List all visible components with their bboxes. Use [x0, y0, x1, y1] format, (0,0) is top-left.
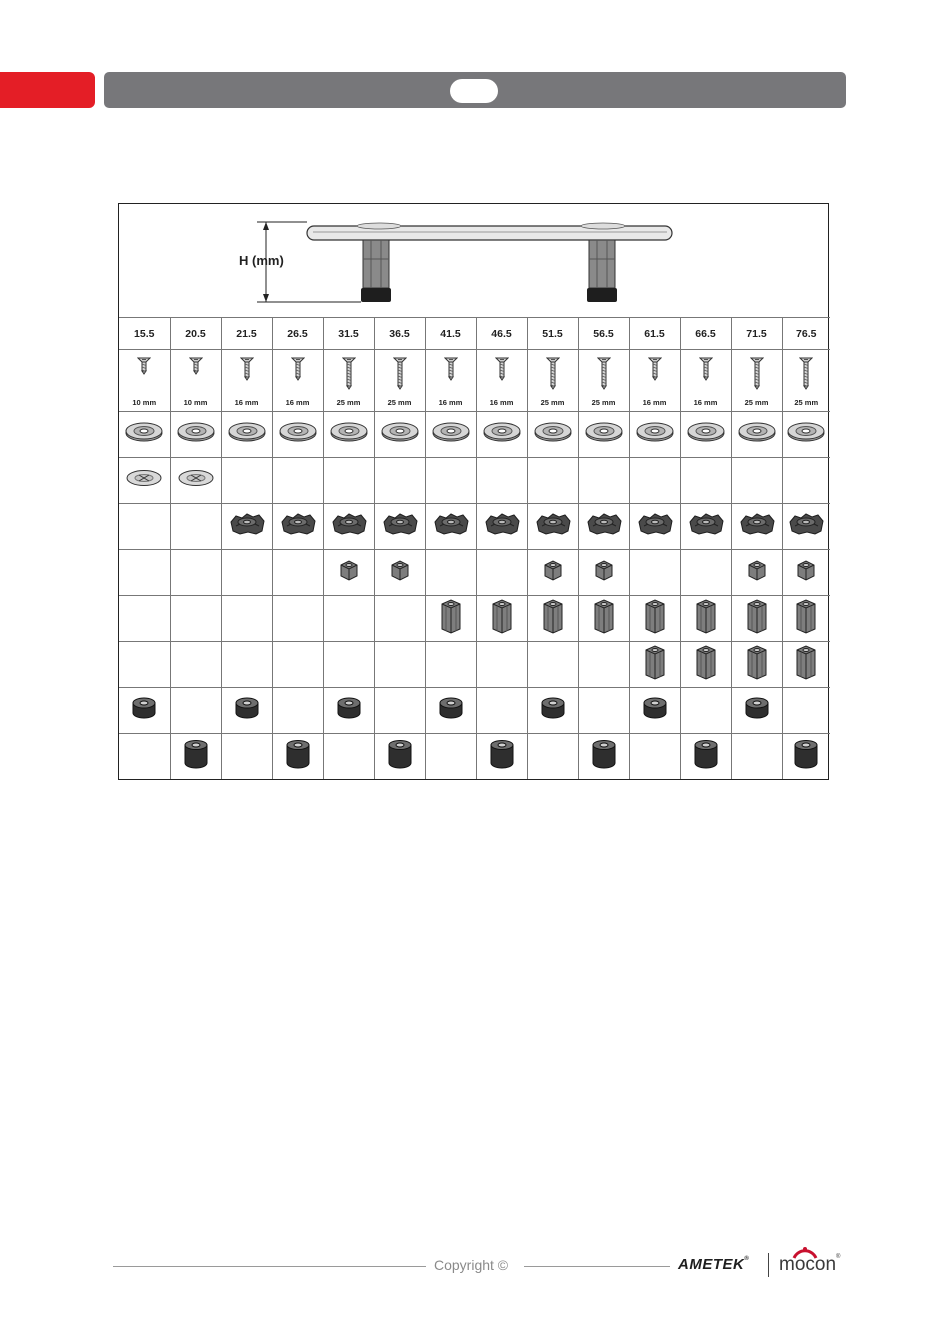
part-cell [782, 504, 830, 550]
part-cell [272, 596, 323, 642]
spacer-long-a-icon [745, 598, 769, 634]
part-cell [680, 688, 731, 734]
part-cell [425, 642, 476, 688]
washer-large-icon [636, 421, 674, 443]
screw-cell [272, 350, 323, 412]
part-cell [476, 642, 527, 688]
clamp-foot-icon [585, 512, 623, 536]
part-cell [119, 504, 170, 550]
part-cell [323, 642, 374, 688]
washer-large-icon [177, 421, 215, 443]
part-cell [374, 550, 425, 596]
part-cell [272, 412, 323, 458]
washer-large-icon [585, 421, 623, 443]
part-cell [527, 504, 578, 550]
part-cell [680, 412, 731, 458]
part-cell [323, 596, 374, 642]
part-cell [680, 504, 731, 550]
spacer-short-row [119, 550, 830, 596]
part-cell [476, 734, 527, 780]
part-cell [578, 734, 629, 780]
height-value-cell: 61.5 [629, 318, 680, 350]
screw-cell [782, 350, 830, 412]
spacer-long-b-icon [643, 644, 667, 680]
part-cell [170, 688, 221, 734]
part-cell [629, 458, 680, 504]
bushing-tall-row [119, 734, 830, 780]
bushing-tall-icon [793, 739, 819, 769]
height-value-cell: 21.5 [221, 318, 272, 350]
part-cell [272, 458, 323, 504]
spacer-table-frame [118, 203, 829, 780]
part-cell [731, 550, 782, 596]
part-cell [221, 642, 272, 688]
bushing-tall-icon [489, 739, 515, 769]
clamp-foot-icon [636, 512, 674, 536]
screw-length-label: 10 mm [183, 398, 208, 407]
mocon-reg-mark: ® [836, 1254, 841, 1260]
washer-large-icon [483, 421, 521, 443]
height-value-cell: 76.5 [782, 318, 830, 350]
clamp-foot-row [119, 504, 830, 550]
spacer-long-a-icon [592, 598, 616, 634]
height-value-cell: 20.5 [170, 318, 221, 350]
washer-large-icon [228, 421, 266, 443]
part-cell [527, 734, 578, 780]
screw-cell [629, 350, 680, 412]
part-cell [221, 504, 272, 550]
screw-cell [476, 350, 527, 412]
part-cell [272, 734, 323, 780]
ametek-logo-text: AMETEK [678, 1256, 745, 1273]
bushing-tall-icon [183, 739, 209, 769]
part-cell [374, 596, 425, 642]
screw-cell [578, 350, 629, 412]
part-cell [578, 550, 629, 596]
part-cell [782, 458, 830, 504]
part-cell [578, 642, 629, 688]
part-cell [578, 458, 629, 504]
mocon-logo-text: mocon [779, 1254, 837, 1275]
ametek-reg-mark: ® [744, 1256, 750, 1262]
part-cell [731, 642, 782, 688]
part-cell [527, 596, 578, 642]
screw-length-label: 25 mm [591, 398, 616, 407]
screw-length-label: 25 mm [540, 398, 565, 407]
mocon-logo [779, 1254, 840, 1276]
screw-cell [425, 350, 476, 412]
bushing-low-icon [744, 696, 770, 720]
part-cell [221, 550, 272, 596]
part-cell [119, 734, 170, 780]
part-cell [374, 504, 425, 550]
height-value-cell: 51.5 [527, 318, 578, 350]
part-cell [731, 458, 782, 504]
part-cell [119, 642, 170, 688]
part-cell [170, 596, 221, 642]
washer-thin-row [119, 458, 830, 504]
screw-length-label: 16 mm [285, 398, 310, 407]
part-cell [782, 642, 830, 688]
height-value-cell: 31.5 [323, 318, 374, 350]
part-cell [323, 412, 374, 458]
spacer-long-b-icon [694, 644, 718, 680]
part-cell [425, 734, 476, 780]
washer-large-icon [787, 421, 825, 443]
washer-large-icon [381, 421, 419, 443]
screw-row [119, 350, 830, 412]
part-cell [323, 688, 374, 734]
part-cell [476, 550, 527, 596]
bushing-low-icon [336, 696, 362, 720]
washer-thin-icon [126, 469, 162, 487]
logo-separator [768, 1253, 769, 1277]
part-cell [119, 550, 170, 596]
washer-large-icon [432, 421, 470, 443]
part-cell [527, 458, 578, 504]
screw-cell [323, 350, 374, 412]
spacer-long-a-icon [541, 598, 565, 634]
part-cell [476, 412, 527, 458]
bushing-tall-icon [693, 739, 719, 769]
spacer-long-b-icon [745, 644, 769, 680]
part-cell [578, 504, 629, 550]
screw-length-label: 16 mm [234, 398, 259, 407]
part-cell [629, 688, 680, 734]
part-cell [374, 734, 425, 780]
part-cell [680, 550, 731, 596]
part-cell [323, 458, 374, 504]
part-cell [425, 550, 476, 596]
spacer-long-a-icon [694, 598, 718, 634]
clamp-foot-icon [534, 512, 572, 536]
screw-cell [680, 350, 731, 412]
part-cell [629, 642, 680, 688]
bushing-tall-icon [285, 739, 311, 769]
part-cell [170, 734, 221, 780]
clamp-foot-icon [228, 512, 266, 536]
part-cell [629, 550, 680, 596]
spacer-long-a-icon [490, 598, 514, 634]
footer-rule-left [113, 1266, 426, 1267]
part-cell [476, 504, 527, 550]
height-value-cell: 56.5 [578, 318, 629, 350]
bushing-tall-icon [591, 739, 617, 769]
screw-length-label: 16 mm [642, 398, 667, 407]
part-cell [782, 550, 830, 596]
bracket-diagram-icon [119, 204, 830, 317]
part-cell [374, 688, 425, 734]
bushing-low-icon [438, 696, 464, 720]
screw-cell [374, 350, 425, 412]
part-cell [272, 504, 323, 550]
height-value-cell: 71.5 [731, 318, 782, 350]
spacer-long-a-icon [439, 598, 463, 634]
part-cell [425, 458, 476, 504]
part-cell [272, 688, 323, 734]
height-label: H (mm) [239, 253, 284, 268]
spacer-long-b-icon [794, 644, 818, 680]
height-header-row [119, 318, 830, 350]
washer-large-icon [534, 421, 572, 443]
part-cell [680, 642, 731, 688]
part-cell [221, 596, 272, 642]
part-cell [476, 688, 527, 734]
part-cell [680, 734, 731, 780]
clamp-foot-icon [381, 512, 419, 536]
bushing-low-icon [642, 696, 668, 720]
part-cell [119, 688, 170, 734]
spacer-short-icon [337, 559, 361, 581]
spacer-short-icon [745, 559, 769, 581]
height-value-cell: 41.5 [425, 318, 476, 350]
part-cell [170, 412, 221, 458]
part-cell [629, 596, 680, 642]
part-cell [272, 642, 323, 688]
bushing-low-row [119, 688, 830, 734]
part-cell [578, 412, 629, 458]
clamp-foot-icon [787, 512, 825, 536]
parts-table [119, 317, 830, 779]
part-cell [170, 458, 221, 504]
part-cell [578, 688, 629, 734]
ametek-logo [678, 1256, 749, 1273]
clamp-foot-icon [330, 512, 368, 536]
washer-large-icon [687, 421, 725, 443]
part-cell [782, 412, 830, 458]
washer-large-icon [330, 421, 368, 443]
part-cell [578, 596, 629, 642]
bushing-tall-icon [387, 739, 413, 769]
part-cell [119, 458, 170, 504]
screw-cell [731, 350, 782, 412]
part-cell [680, 596, 731, 642]
screw-cell [119, 350, 170, 412]
spacer-long-a-icon [643, 598, 667, 634]
part-cell [731, 504, 782, 550]
screw-cell [170, 350, 221, 412]
part-cell [629, 734, 680, 780]
part-cell [782, 734, 830, 780]
part-cell [221, 412, 272, 458]
part-cell [323, 504, 374, 550]
clamp-foot-icon [687, 512, 725, 536]
spacer-long-a-row [119, 596, 830, 642]
spacer-long-b-row [119, 642, 830, 688]
part-cell [374, 458, 425, 504]
part-cell [731, 688, 782, 734]
footer-rule-right [524, 1266, 670, 1267]
part-cell [221, 734, 272, 780]
bushing-low-icon [234, 696, 260, 720]
height-value-cell: 46.5 [476, 318, 527, 350]
part-cell [731, 734, 782, 780]
screw-length-label: 16 mm [489, 398, 514, 407]
part-cell [680, 458, 731, 504]
part-cell [425, 688, 476, 734]
clamp-foot-icon [279, 512, 317, 536]
part-cell [170, 642, 221, 688]
screw-length-label: 25 mm [794, 398, 819, 407]
page-number-pill [450, 79, 498, 103]
assembly-diagram [119, 204, 830, 317]
screw-cell [527, 350, 578, 412]
washer-large-icon [738, 421, 776, 443]
spacer-short-icon [794, 559, 818, 581]
part-cell [272, 550, 323, 596]
washer-large-icon [125, 421, 163, 443]
screw-length-label: 16 mm [438, 398, 463, 407]
part-cell [119, 596, 170, 642]
part-cell [731, 412, 782, 458]
clamp-foot-icon [483, 512, 521, 536]
part-cell [629, 412, 680, 458]
spacer-short-icon [592, 559, 616, 581]
height-value-cell: 66.5 [680, 318, 731, 350]
screw-length-label: 25 mm [336, 398, 361, 407]
part-cell [374, 412, 425, 458]
spacer-short-icon [388, 559, 412, 581]
part-cell [476, 596, 527, 642]
part-cell [221, 688, 272, 734]
bushing-low-icon [131, 696, 157, 720]
height-value-cell: 15.5 [119, 318, 170, 350]
part-cell [323, 550, 374, 596]
part-cell [527, 550, 578, 596]
screw-length-label: 16 mm [693, 398, 718, 407]
part-cell [170, 504, 221, 550]
part-cell [527, 642, 578, 688]
part-cell [527, 412, 578, 458]
part-cell [629, 504, 680, 550]
washer-thin-icon [178, 469, 214, 487]
section-tab [0, 72, 95, 108]
part-cell [782, 688, 830, 734]
spacer-short-icon [541, 559, 565, 581]
part-cell [374, 642, 425, 688]
copyright-text: Copyright © [434, 1257, 509, 1273]
screw-cell [221, 350, 272, 412]
screw-length-label: 25 mm [744, 398, 769, 407]
clamp-foot-icon [432, 512, 470, 536]
bushing-low-icon [540, 696, 566, 720]
part-cell [425, 412, 476, 458]
part-cell [425, 504, 476, 550]
part-cell [731, 596, 782, 642]
height-value-cell: 36.5 [374, 318, 425, 350]
part-cell [170, 550, 221, 596]
screw-length-label: 25 mm [387, 398, 412, 407]
part-cell [425, 596, 476, 642]
part-cell [782, 596, 830, 642]
part-cell [527, 688, 578, 734]
washer-large-row [119, 412, 830, 458]
spacer-long-a-icon [794, 598, 818, 634]
clamp-foot-icon [738, 512, 776, 536]
height-value-cell: 26.5 [272, 318, 323, 350]
part-cell [221, 458, 272, 504]
part-cell [476, 458, 527, 504]
screw-length-label: 10 mm [132, 398, 157, 407]
part-cell [119, 412, 170, 458]
part-cell [323, 734, 374, 780]
washer-large-icon [279, 421, 317, 443]
